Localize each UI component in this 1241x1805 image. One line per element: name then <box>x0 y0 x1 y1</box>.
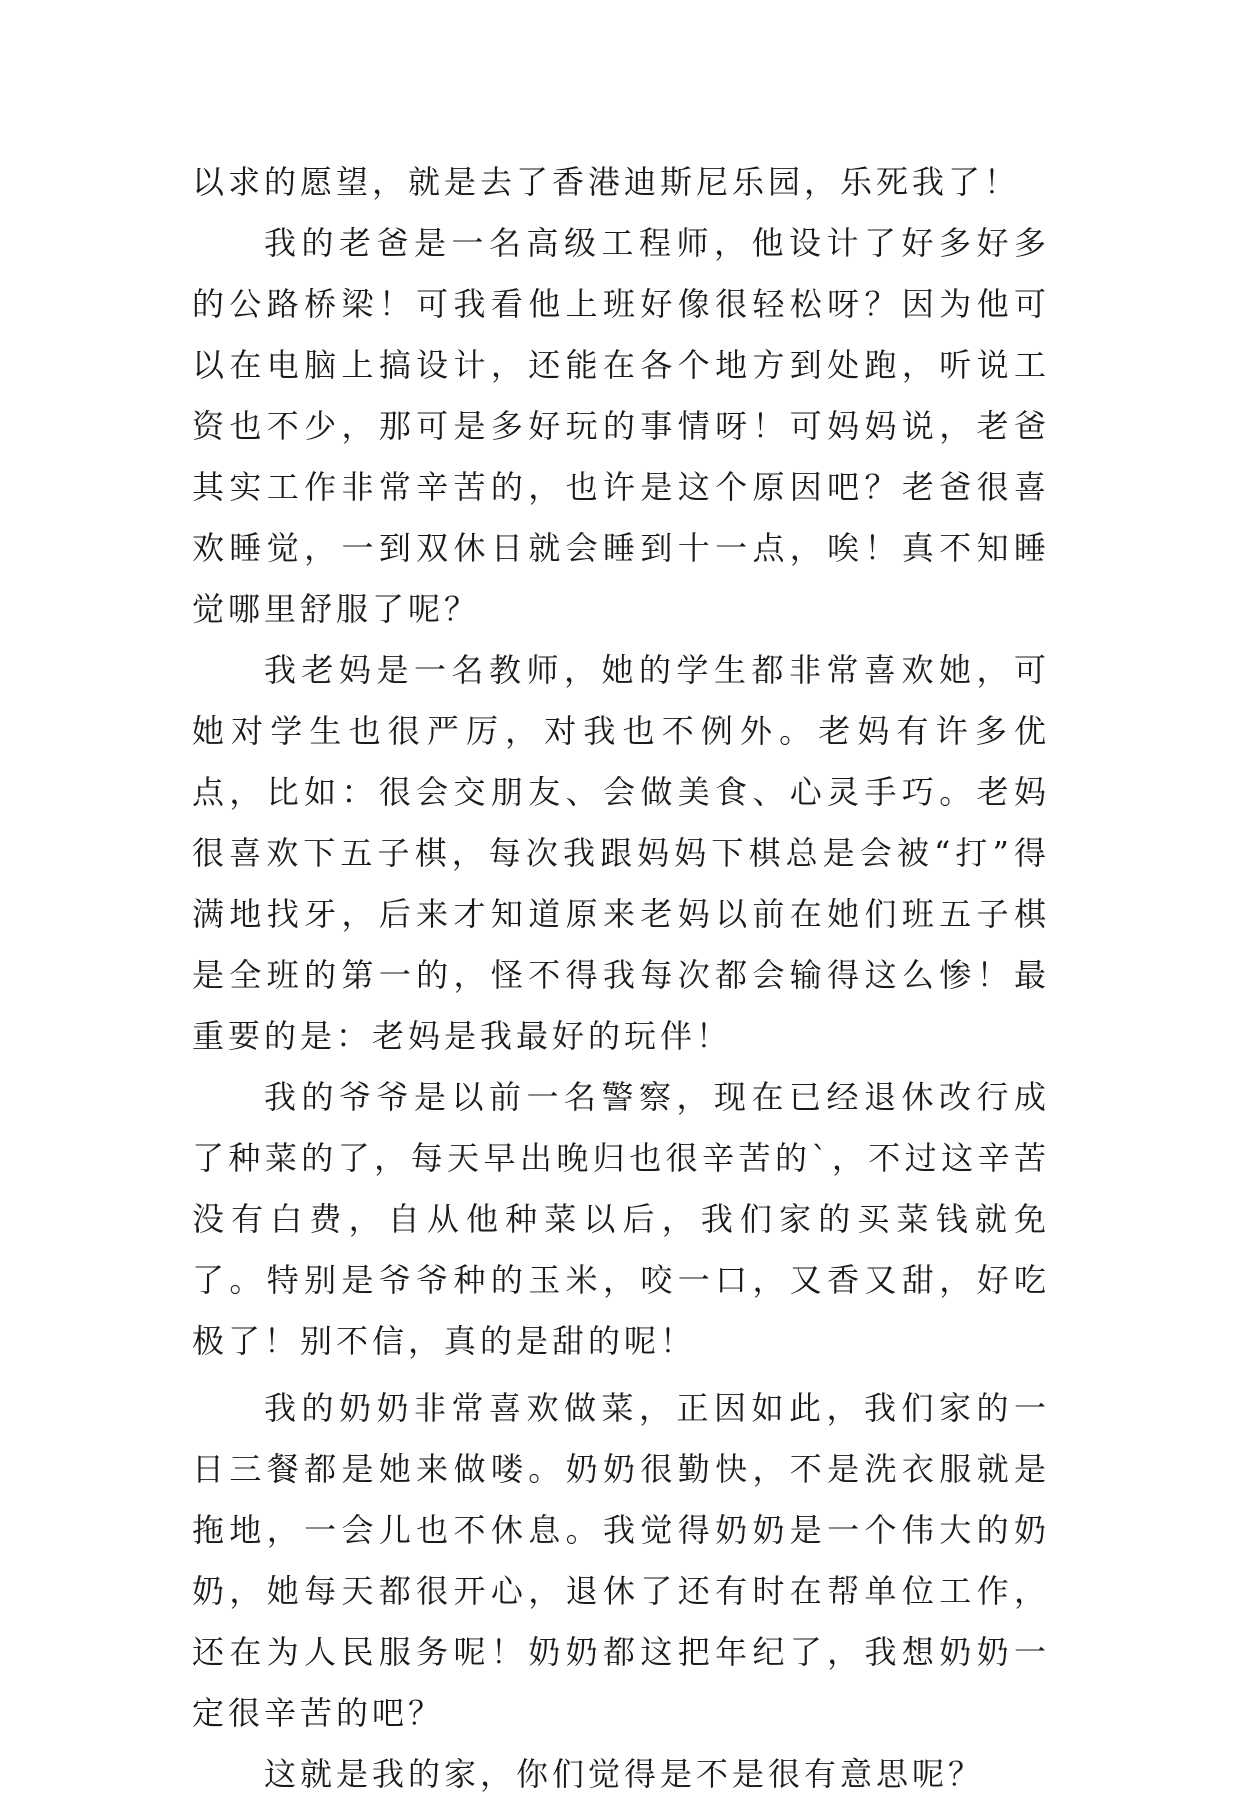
paragraph-continued: 以求的愿望，就是去了香港迪斯尼乐园，乐死我了！ <box>192 163 1021 201</box>
document-body <box>192 152 1050 1805</box>
paragraph-mother: 我老妈是一名教师，她的学生都非常喜欢她，可她对学生也很严厉，对我也不例外。老妈有许多优点，比如：很会交朋友、会做美食、心灵手巧。老妈很喜欢下五子棋，每次我跟妈妈下棋总是会被“打”得满地找牙，后来才知道原来老妈以前在她们班五子棋是全班的第一的，怪不得我每次都会输得这么惨！最重要的是：老妈是我最好的玩伴！ <box>192 651 1050 1055</box>
paragraph-father: 我的老爸是一名高级工程师，他设计了好多好多的公路桥梁！可我看他上班好像很轻松呀？因为他可以在电脑上搞设计，还能在各个地方到处跑，听说工资也不少，那可是多好玩的事情呀！可妈妈说，老爸其实工作非常辛苦的，也许是这个原因吧？老爸很喜欢睡觉，一到双休日就会睡到十一点，唉！真不知睡觉哪里舒服了呢？ <box>192 224 1050 628</box>
paragraph-grandfather: 我的爷爷是以前一名警察，现在已经退休改行成了种菜的了，每天早出晚归也很辛苦的`，不过这辛苦没有白费，自从他种菜以后，我们家的买菜钱就免了。特别是爷爷种的玉米，咬一口，又香又甜，好吃极了！别不信，真的是甜的呢！ <box>192 1078 1050 1360</box>
paragraph-grandmother: 我的奶奶非常喜欢做菜，正因如此，我们家的一日三餐都是她来做喽。奶奶很勤快，不是洗衣服就是拖地，一会儿也不休息。我觉得奶奶是一个伟大的奶奶，她每天都很开心，退休了还有时在帮单位工作，还在为人民服务呢！奶奶都这把年纪了，我想奶奶一定很辛苦的吧？ <box>192 1389 1050 1732</box>
paragraph-conclusion: 这就是我的家，你们觉得是不是很有意思呢？ <box>264 1755 985 1793</box>
